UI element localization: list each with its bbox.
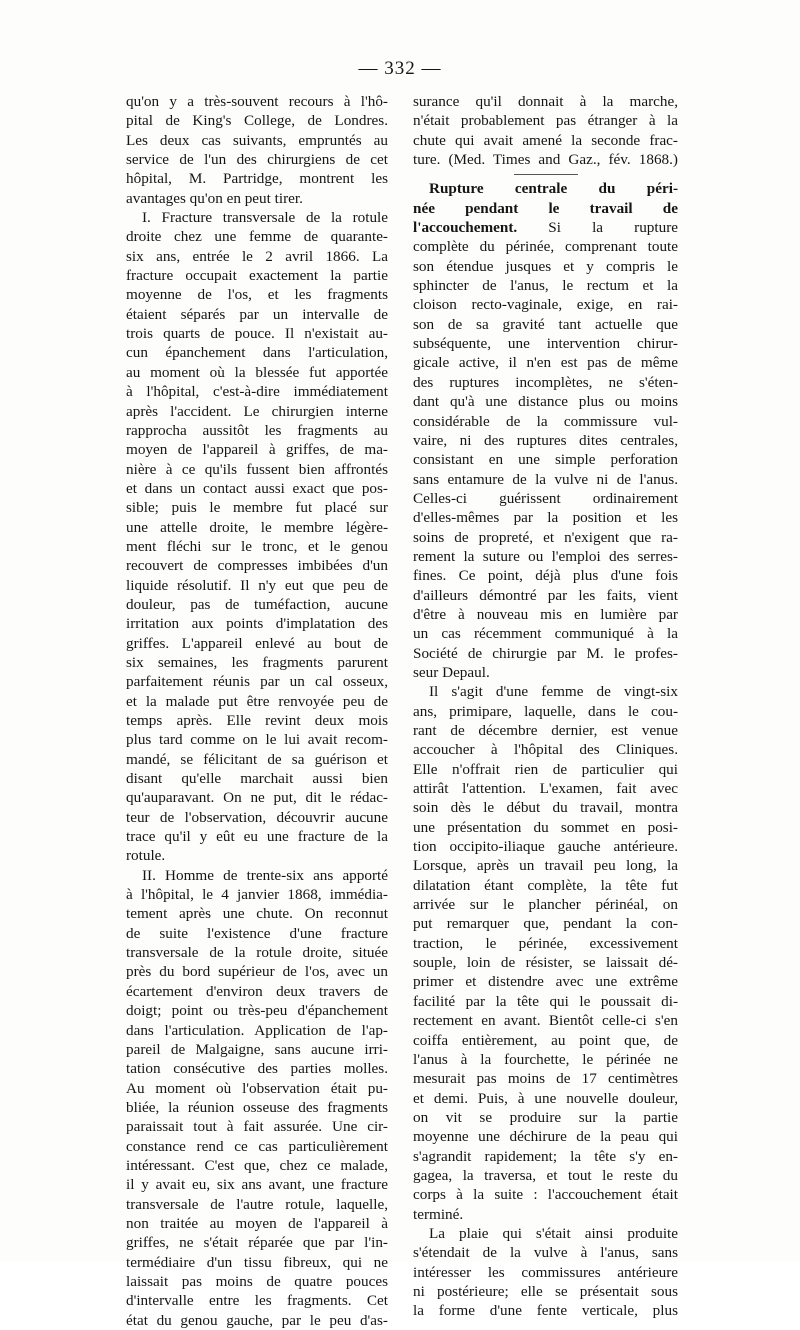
text-line: Les deux cas suivants, empruntés au bbox=[126, 131, 388, 149]
text-line: transversale de l'autre rotule, laquelle, bbox=[126, 1195, 388, 1213]
text-line: cloison recto-vaginale, exige, en rai- bbox=[413, 296, 678, 314]
text-line: Rupture centrale du péri- bbox=[429, 180, 678, 198]
text-line: et demi. Puis, à une nouvelle douleur, bbox=[413, 1089, 678, 1107]
text-line: et dans un contact aussi exact que pos- bbox=[126, 479, 388, 497]
text-line: née pendant le travail de bbox=[413, 199, 678, 217]
text-line: seur Depaul. bbox=[413, 663, 490, 681]
text-line: service de l'un des chirurgiens de cet bbox=[126, 151, 388, 169]
text-line: six ans, entrée le 2 avril 1866. La bbox=[126, 247, 388, 265]
text-line: rapprocha aussitôt les fragments au bbox=[126, 421, 388, 439]
text-line: et la malade put être renvoyée peu de bbox=[126, 692, 388, 710]
text-line: put remarquer que, pendant la con- bbox=[413, 915, 678, 933]
text-line: s'étendait de la vulve à l'anus, sans bbox=[413, 1244, 678, 1262]
text-line: après l'accident. Le chirurgien interne bbox=[126, 402, 388, 420]
text-line: pareil de Malgaigne, sans aucune irri- bbox=[126, 1040, 388, 1058]
text-line: rement la suture ou l'emploi des serres- bbox=[413, 547, 678, 565]
text-line: mesurait pas moins de 17 centimètres bbox=[413, 1070, 678, 1088]
text-line: doigt; point ou très-peu d'épanchement bbox=[126, 1002, 388, 1020]
text-line: une présentation du sommet en posi- bbox=[413, 818, 678, 836]
heading-tail-rest: Si la rupture bbox=[517, 219, 678, 237]
text-line: fines. Ce point, déjà plus d'une fois bbox=[413, 567, 678, 585]
text-line: rectement en avant. Bientôt celle-ci s'en bbox=[413, 1012, 678, 1030]
text-line: considérable de la commissure vul- bbox=[413, 412, 678, 430]
text-line: rotule. bbox=[126, 847, 166, 865]
text-line: tation consécutive des parties molles. bbox=[126, 1060, 388, 1078]
text-line: laissait pas moins de quatre pouces bbox=[126, 1272, 388, 1290]
text-line: six semaines, les fragments parurent bbox=[126, 653, 388, 671]
text-line: d'ailleurs démontré par les faits, vient bbox=[413, 586, 678, 604]
text-line: I. Fracture transversale de la rotule bbox=[142, 209, 388, 227]
text-line: son étendue jusques et y compris le bbox=[413, 257, 678, 275]
heading-tail: l'accouchement. bbox=[413, 219, 518, 237]
text-line: surance qu'il donnait à la marche, bbox=[413, 93, 678, 110]
text-line: hôpital, M. Partridge, montrent les bbox=[126, 170, 388, 188]
text-line: intéressant. C'est que, chez ce malade, bbox=[126, 1156, 388, 1174]
text-line: tion occipito-iliaque gauche antérieure. bbox=[413, 838, 678, 856]
text-line: traction, le périnée, excessivement bbox=[413, 934, 678, 952]
text-line: des ruptures incomplètes, ne s'éten- bbox=[413, 373, 678, 391]
text-line: au moment où la blessée fut apportée bbox=[126, 363, 388, 381]
text-line: à l'hôpital, c'est-à-dire immédiatement bbox=[126, 383, 388, 401]
right-intro bbox=[413, 92, 678, 169]
section-heading bbox=[413, 179, 678, 218]
text-line: à l'hôpital, le 4 janvier 1868, immédia- bbox=[126, 886, 388, 904]
text-line: Au moment où l'observation était pu- bbox=[126, 1079, 388, 1097]
text-line: griffes. L'appareil enlevé au bout de bbox=[126, 634, 388, 652]
text-line: soins de propreté, et n'exigent que ra- bbox=[413, 528, 678, 546]
text-line: irritation aux points d'implatation des bbox=[126, 615, 388, 633]
text-line: chute qui avait amené la seconde frac- bbox=[413, 131, 678, 149]
text-line: qu'on y a très-souvent recours à l'hô- bbox=[126, 93, 388, 110]
text-line: Elle n'offrait rien de particulier qui bbox=[413, 760, 678, 778]
text-line: II. Homme de trente-six ans apporté bbox=[142, 866, 388, 884]
text-line: ment fléchi sur le tronc, et le genou bbox=[126, 537, 388, 555]
text-line: la forme d'une fente verticale, plus bbox=[413, 1302, 678, 1320]
text-line: tement après une chute. On reconnut bbox=[126, 905, 388, 923]
text-line: près du bord supérieur de l'os, avec un bbox=[126, 963, 388, 981]
text-line: facilité par la tête qui le poussait di- bbox=[413, 992, 678, 1010]
text-line: qu'auparavant. On ne put, dit le rédac- bbox=[126, 789, 388, 807]
text-line: complète du périnée, comprenant toute bbox=[413, 238, 678, 256]
text-line: un cas récemment communiqué à la bbox=[413, 625, 678, 643]
text-line: moyen de l'appareil à griffes, de ma- bbox=[126, 441, 388, 459]
text-line: d'elles-mêmes par la position et les bbox=[413, 509, 678, 527]
text-line: Société de chirurgie par M. le profes- bbox=[413, 644, 678, 662]
text-line: l'anus à la fourchette, le périnée ne bbox=[413, 1050, 678, 1068]
text-line: ans, primipare, laquelle, dans le cou- bbox=[413, 702, 678, 720]
text-line: corps à la suite : l'accouchement était bbox=[413, 1186, 678, 1204]
text-line: intéresser les commissures antérieure bbox=[413, 1263, 678, 1281]
text-line: plus tard comme on le lui avait recom- bbox=[126, 731, 388, 749]
text-line: non traitée au moyen de l'appareil à bbox=[126, 1214, 388, 1232]
text-line: sans entamure de la vulve ni de l'anus. bbox=[413, 470, 678, 488]
text-line: douleur, pas de tuméfaction, aucune bbox=[126, 595, 388, 613]
text-line: on vit se produire sur la partie bbox=[413, 1108, 678, 1126]
text-line: avantages qu'on en peut tirer. bbox=[126, 189, 303, 207]
text-line: pital de King's College, de Londres. bbox=[126, 112, 388, 130]
text-line: nière à ce qu'ils fussent bien affrontés bbox=[126, 460, 388, 478]
text-line: fracture occupait exactement la partie bbox=[126, 267, 388, 285]
text-line: Celles-ci guérissent ordinairement bbox=[413, 489, 678, 507]
text-line: ni postérieure; elle se présentait sous bbox=[413, 1282, 678, 1300]
text-line: ture. (Med. Times and Gaz., fév. 1868.) bbox=[413, 151, 678, 169]
text-line: dans l'articulation. Application de l'ap- bbox=[126, 1021, 388, 1039]
text-line: sible; puis le membre fut placé sur bbox=[126, 499, 388, 517]
text-line: subséquente, une intervention chirur- bbox=[413, 335, 678, 353]
text-line: soin dès le début du travail, montra bbox=[413, 799, 678, 817]
text-line: teur de l'observation, découvrir aucune bbox=[126, 808, 388, 826]
text-line: trois quarts de pouce. Il n'existait au- bbox=[126, 325, 388, 343]
text-line: Il s'agit d'une femme de vingt-six bbox=[429, 683, 678, 701]
text-line: consistant en une simple perforation bbox=[413, 451, 678, 469]
text-line: cun épanchement dans l'articulation, bbox=[126, 344, 388, 362]
text-line: rant de décembre dernier, est venue bbox=[413, 722, 678, 739]
text-line: griffes, ne s'était réparée que par l'in- bbox=[126, 1234, 388, 1252]
text-line: attirât l'attention. L'examen, fait avec bbox=[413, 780, 678, 798]
text-line: transversale de la rotule droite, située bbox=[126, 944, 388, 962]
text-line: écartement d'environ deux travers de bbox=[126, 982, 388, 1000]
text-line: dant qu'à une distance plus ou moins bbox=[413, 393, 678, 411]
text-line: primer et distendre avec une extrême bbox=[413, 973, 678, 991]
text-line: disant qu'elle marchait aussi bien bbox=[126, 770, 388, 788]
text-line: de suite l'existence d'une fracture bbox=[126, 924, 388, 942]
text-line: arrivée sur le plancher périnéal, on bbox=[413, 896, 678, 914]
text-line: gagea, la traversa, et tout le reste du bbox=[413, 1166, 678, 1184]
text-line: Lorsque, après un travail peu long, la bbox=[413, 857, 678, 875]
text-line: d'intervalle entre les fragments. Cet bbox=[126, 1292, 388, 1310]
right-body bbox=[413, 237, 678, 1320]
text-line: recouvert de compresses imbibées d'un bbox=[126, 557, 388, 575]
text-line: une attelle droite, le membre légère- bbox=[126, 518, 388, 536]
text-line: il y avait eu, six ans avant, une fracture bbox=[126, 1176, 388, 1194]
section-separator bbox=[514, 174, 578, 175]
text-line: liquide résolutif. Il n'y eut que peu de bbox=[126, 576, 388, 594]
text-line: termédiaire d'un tissu fibreux, qui ne bbox=[126, 1253, 388, 1271]
text-line: moyenne une déchirure de la peau qui bbox=[413, 1128, 678, 1146]
heading-tail-line bbox=[413, 218, 678, 237]
text-line: constance rend ce cas particulièrement bbox=[126, 1137, 388, 1155]
text-line: mandé, se félicitant de sa guérison et bbox=[126, 750, 388, 768]
text-line: son de sa gravité tant actuelle que bbox=[413, 315, 678, 333]
text-line: paraissait tout à fait assurée. Une cir- bbox=[126, 1118, 388, 1136]
text-line: moyenne de l'os, et les fragments bbox=[126, 286, 388, 304]
text-line: temps après. Elle revint deux mois bbox=[126, 712, 388, 729]
text-line: droite chez une femme de quarante- bbox=[126, 228, 388, 246]
text-line: souple, loin de résister, se laissait dé- bbox=[413, 954, 678, 972]
text-line: gicale active, il n'en est pas de même bbox=[413, 354, 678, 372]
text-line: étaient séparés par un intervalle de bbox=[126, 305, 388, 323]
text-line: bliée, la réunion osseuse des fragments bbox=[126, 1098, 388, 1116]
text-line: dilatation étant complète, la tête fut bbox=[413, 876, 678, 894]
text-line: sphincter de l'anus, le rectum et la bbox=[413, 277, 678, 295]
text-line: n'était probablement pas étranger à la bbox=[413, 112, 678, 130]
page-number: — 332 — bbox=[358, 58, 442, 79]
text-line: accoucher à l'hôpital des Cliniques. bbox=[413, 741, 678, 759]
text-line: vaire, ni des ruptures dites centrales, bbox=[413, 431, 678, 449]
text-line: état du genou gauche, par le peu d'as- bbox=[126, 1311, 388, 1329]
text-line: parfaitement réunis par un cal osseux, bbox=[126, 673, 388, 691]
left-column bbox=[126, 92, 388, 1330]
text-line: s'agrandit rapidement; la tête s'y en- bbox=[413, 1147, 678, 1165]
text-line: terminé. bbox=[413, 1205, 464, 1223]
right-column bbox=[413, 92, 678, 1321]
text-line: La plaie qui s'était ainsi produite bbox=[429, 1224, 678, 1242]
text-line: trace qu'il y eût eu une fracture de la bbox=[126, 828, 388, 846]
text-line: coiffa entièrement, au point que, de bbox=[413, 1031, 678, 1049]
text-line: d'être à nouveau mis en lumière par bbox=[413, 605, 678, 623]
